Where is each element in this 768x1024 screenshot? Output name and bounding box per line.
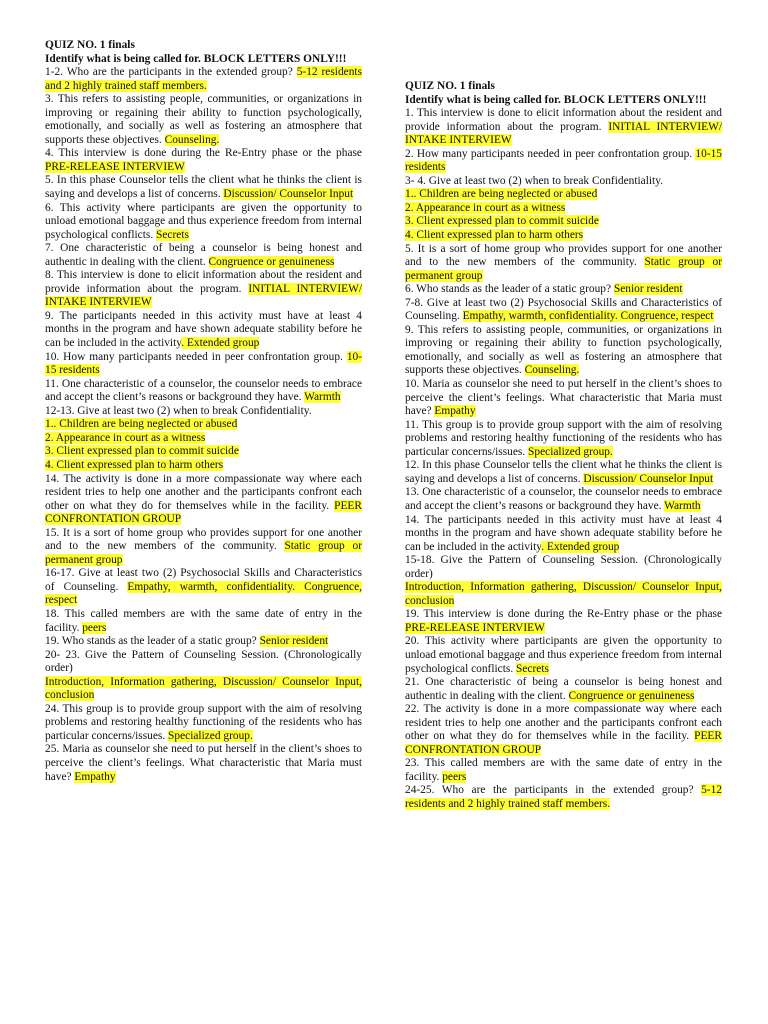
- question-item: [45, 310, 362, 351]
- quiz-column-right: [405, 80, 722, 812]
- answer-highlight: INITIAL INTERVIEW/ INTAKE INTERVIEW: [45, 282, 363, 309]
- question-item: [405, 297, 722, 324]
- answer-highlight: 5-12 residents and 2 highly trained staff members.: [45, 66, 363, 92]
- question-text: 6. This activity where participants are given the opportunity to unload emotional baggage and thus experience freedom from internal psychological conflicts.: [45, 201, 362, 241]
- question-item: [405, 378, 722, 419]
- question-text: 21. One characteristic of being a counselor is being honest and authentic in dealing with the client.: [405, 676, 722, 702]
- answer-highlight: . Extended group: [181, 337, 260, 350]
- quiz-instruction: Identify what is being called for. BLOCK LETTERS ONLY!!!: [45, 52, 347, 65]
- answer-highlight: Secrets: [156, 228, 189, 241]
- answer-highlight: 4. Client expressed plan to harm others: [405, 229, 584, 242]
- question-item: [45, 527, 362, 568]
- answer-highlight: peers: [442, 770, 467, 783]
- question-item: [405, 324, 722, 378]
- question-item: [405, 107, 722, 148]
- question-item: [405, 757, 722, 784]
- answer-highlight: PEER CONFRONTATION GROUP: [405, 730, 722, 756]
- answer-list-item: [405, 215, 722, 229]
- question-item: [405, 175, 722, 189]
- question-item: [45, 635, 362, 649]
- answer-highlight: 3. Client expressed plan to commit suicide: [45, 445, 239, 458]
- question-item: [45, 269, 362, 310]
- answer-highlight: Static group or permanent group: [405, 256, 722, 282]
- question-text: 3- 4. Give at least two (2) when to break Confidentiality.: [405, 174, 664, 187]
- question-text: 24. This group is to provide group support with the aim of resolving problems and restoring healthy functioning of the residents who has particular concerns/issues.: [45, 702, 362, 742]
- question-item: [45, 473, 362, 527]
- question-text: 23. This called members are with the same date of entry in the facility.: [405, 757, 722, 783]
- question-item: [45, 567, 362, 608]
- answer-highlight: peers: [82, 621, 107, 634]
- question-text: 12. In this phase Counselor tells the client what he thinks the client is saying and develops a list of concerns.: [405, 459, 722, 485]
- question-item: [45, 174, 362, 201]
- question-item: [405, 148, 722, 175]
- answer-list-item: [45, 445, 362, 459]
- answer-list-item: [45, 432, 362, 446]
- question-list: [405, 107, 722, 811]
- answer-highlight: Warmth: [664, 499, 701, 512]
- answer-list-item: [405, 188, 722, 202]
- quiz-title: QUIZ NO. 1 finals: [45, 39, 135, 51]
- question-text: 9. This refers to assisting people, communities, or organizations in improving or regaining their ability to function psychologically, emotionally, and socially as well as fostering an atmosphere that supports these objectives.: [405, 323, 722, 377]
- question-text: 5. In this phase Counselor tells the client what he thinks the client is saying and develops a list of concerns.: [45, 174, 362, 201]
- question-text: 11. This group is to provide group support with the aim of resolving problems and restoring healthy functioning of the residents who has particular concerns/issues.: [405, 418, 722, 458]
- question-text: 24-25. Who are the participants in the extended group?: [405, 784, 702, 797]
- question-item: [405, 703, 722, 757]
- answer-highlight: 2. Appearance in court as a witness: [45, 431, 206, 444]
- question-text: 5. It is a sort of home group who provides support for one another and to the new members of the community.: [405, 242, 722, 269]
- question-list: [45, 66, 362, 784]
- answer-highlight: Senior resident: [613, 283, 683, 296]
- answer-highlight: PRE-RELEASE INTERVIEW: [45, 160, 185, 173]
- question-item: [405, 243, 722, 284]
- question-text: 19. Who stands as the leader of a static group?: [45, 635, 260, 648]
- answer-highlight: 1.. Children are being neglected or abused: [405, 188, 598, 201]
- answer-highlight: 4. Client expressed plan to harm others: [45, 458, 224, 471]
- question-item: [45, 202, 362, 243]
- question-item: [405, 608, 722, 635]
- question-text: 20- 23. Give the Pattern of Counseling Session. (Chronologically order): [45, 648, 362, 675]
- answer-highlight: Static group or permanent group: [45, 540, 362, 566]
- question-item: [45, 93, 362, 147]
- question-text: 6. Who stands as the leader of a static group?: [405, 283, 614, 296]
- question-item: [405, 486, 722, 513]
- answer-highlight: Congruence or genuineness: [208, 255, 335, 268]
- question-text: 14. The activity is done in a more compassionate way where each resident tries to help one another and the participants confront each other on what they do for themselves while in the facility.: [45, 472, 362, 512]
- question-text: 9. The participants needed in this activity must have at least 4 months in the program and have shown adequate stability before he can be included in the activity: [45, 309, 362, 350]
- question-text: 13. One characteristic of a counselor, the counselor needs to embrace and accept the client’s reasons or background they have.: [405, 486, 722, 512]
- question-text: 8. This interview is done to elicit information about the resident and provide information about the program.: [45, 269, 362, 295]
- answer-highlight: Discussion/ Counselor Input: [223, 188, 354, 201]
- question-text: 1-2. Who are the participants in the extended group?: [45, 66, 297, 79]
- answer-highlight: Counseling.: [164, 133, 220, 146]
- question-text: 14. The participants needed in this activity must have at least 4 months in the program and have shown adequate stability before he can be included in the activity: [405, 513, 722, 553]
- answer-highlight: 1.. Children are being neglected or abused: [45, 418, 238, 431]
- question-text: 1. This interview is done to elicit information about the resident and provide information about the program.: [405, 107, 722, 133]
- answer-highlight: 10-15 residents: [45, 350, 362, 377]
- question-text: 25. Maria as counselor she need to put herself in the client’s shoes to perceive the client’s feelings. What characteristic that Maria must have?: [45, 743, 362, 783]
- question-text: 16-17. Give at least two (2) Psychosocial Skills and Characteristics of Counseling.: [45, 567, 362, 593]
- question-item: [405, 676, 722, 703]
- answer-highlight: Empathy: [434, 405, 476, 418]
- question-text: 15. It is a sort of home group who provides support for one another and to the new members of the community.: [45, 526, 362, 553]
- question-item: [45, 703, 362, 744]
- question-text: 4. This interview is done during the Re-Entry phase or the phase: [45, 147, 362, 160]
- answer-highlight: 10-15 residents: [405, 147, 722, 174]
- question-item: [405, 514, 722, 555]
- question-text: 11. One characteristic of a counselor, the counselor needs to embrace and accept the client’s reasons or background they have.: [45, 377, 362, 404]
- question-item: [45, 608, 362, 635]
- quiz-column-left: [45, 39, 362, 784]
- question-text: 19. This interview is done during the Re-Entry phase or the phase: [405, 608, 722, 621]
- answer-list-item: [45, 418, 362, 432]
- answer-highlight: INITIAL INTERVIEW/ INTAKE INTERVIEW: [405, 120, 723, 147]
- answer-highlight: Secrets: [516, 662, 549, 675]
- answer-highlight: 3. Client expressed plan to commit suicide: [405, 215, 599, 228]
- question-item: [405, 635, 722, 676]
- question-text: 10. How many participants needed in peer confrontation group.: [45, 350, 347, 363]
- answer-highlight: Discussion/ Counselor Input: [583, 472, 714, 485]
- answer-highlight: Senior resident: [259, 635, 329, 648]
- answer-highlight: 2. Appearance in court as a witness: [405, 201, 566, 214]
- question-text: 7-8. Give at least two (2) Psychosocial Skills and Characteristics of Counseling.: [405, 296, 722, 323]
- quiz-title: QUIZ NO. 1 finals: [405, 80, 495, 92]
- question-item: [45, 242, 362, 269]
- question-text: 10. Maria as counselor she need to put herself in the client’s shoes to perceive the client’s feelings. What characteristic that Maria must have?: [405, 378, 722, 418]
- question-text: 7. One characteristic of being a counselor is being honest and authentic in dealing with the client.: [45, 242, 362, 268]
- question-text: 20. This activity where participants are given the opportunity to unload emotional baggage and thus experience freedom from internal psychological conflicts.: [405, 635, 722, 675]
- question-item: [405, 784, 722, 811]
- answer-list-item: [45, 676, 362, 703]
- question-item: [45, 351, 362, 378]
- answer-highlight: Specialized group.: [528, 445, 613, 458]
- answer-highlight: Introduction, Information gathering, Discussion/ Counselor Input, conclusion: [45, 675, 362, 702]
- question-text: 12-13. Give at least two (2) when to break Confidentiality.: [45, 404, 312, 417]
- question-text: 18. This called members are with the same date of entry in the facility.: [45, 607, 362, 634]
- answer-highlight: Counseling.: [524, 364, 580, 377]
- question-item: [45, 649, 362, 676]
- question-item: [45, 147, 362, 174]
- question-item: [405, 419, 722, 460]
- answer-list-item: [405, 229, 722, 243]
- question-item: [45, 405, 362, 419]
- answer-list-item: [405, 581, 722, 608]
- answer-list-item: [45, 459, 362, 473]
- answer-highlight: Empathy, warmth, confidentiality. Congruence, respect: [462, 310, 714, 323]
- answer-highlight: Introduction, Information gathering, Discussion/ Counselor Input, conclusion: [405, 581, 722, 607]
- answer-highlight: Warmth: [304, 391, 341, 404]
- question-text: 2. How many participants needed in peer confrontation group.: [405, 147, 696, 160]
- question-item: [405, 459, 722, 486]
- answer-highlight: Congruence or genuineness: [568, 689, 695, 702]
- question-item: [45, 66, 362, 93]
- question-text: 15-18. Give the Pattern of Counseling Session. (Chronologically order): [405, 554, 722, 580]
- quiz-instruction: Identify what is being called for. BLOCK LETTERS ONLY!!!: [405, 93, 707, 106]
- question-item: [45, 378, 362, 405]
- answer-highlight: Specialized group.: [168, 729, 253, 742]
- question-text: 22. The activity is done in a more compassionate way where each resident tries to help one another and the participants confront each other on what they do for themselves while in the facility.: [405, 703, 722, 743]
- question-item: [45, 743, 362, 784]
- question-item: [405, 554, 722, 581]
- question-text: 3. This refers to assisting people, communities, or organizations in improving or regaining their ability to function psychologically, emotionally, and socially as well as fostering an atmosphere that supports these objectives.: [45, 93, 362, 146]
- answer-highlight: Empathy, warmth, confidentiality. Congruence, respect: [45, 580, 362, 607]
- answer-highlight: . Extended group: [541, 540, 620, 553]
- question-item: [405, 283, 722, 297]
- answer-highlight: PRE-RELEASE INTERVIEW: [405, 621, 545, 634]
- answer-highlight: 5-12 residents and 2 highly trained staff members.: [405, 784, 722, 810]
- answer-highlight: PEER CONFRONTATION GROUP: [45, 499, 362, 526]
- answer-highlight: Empathy: [74, 770, 116, 783]
- answer-list-item: [405, 202, 722, 216]
